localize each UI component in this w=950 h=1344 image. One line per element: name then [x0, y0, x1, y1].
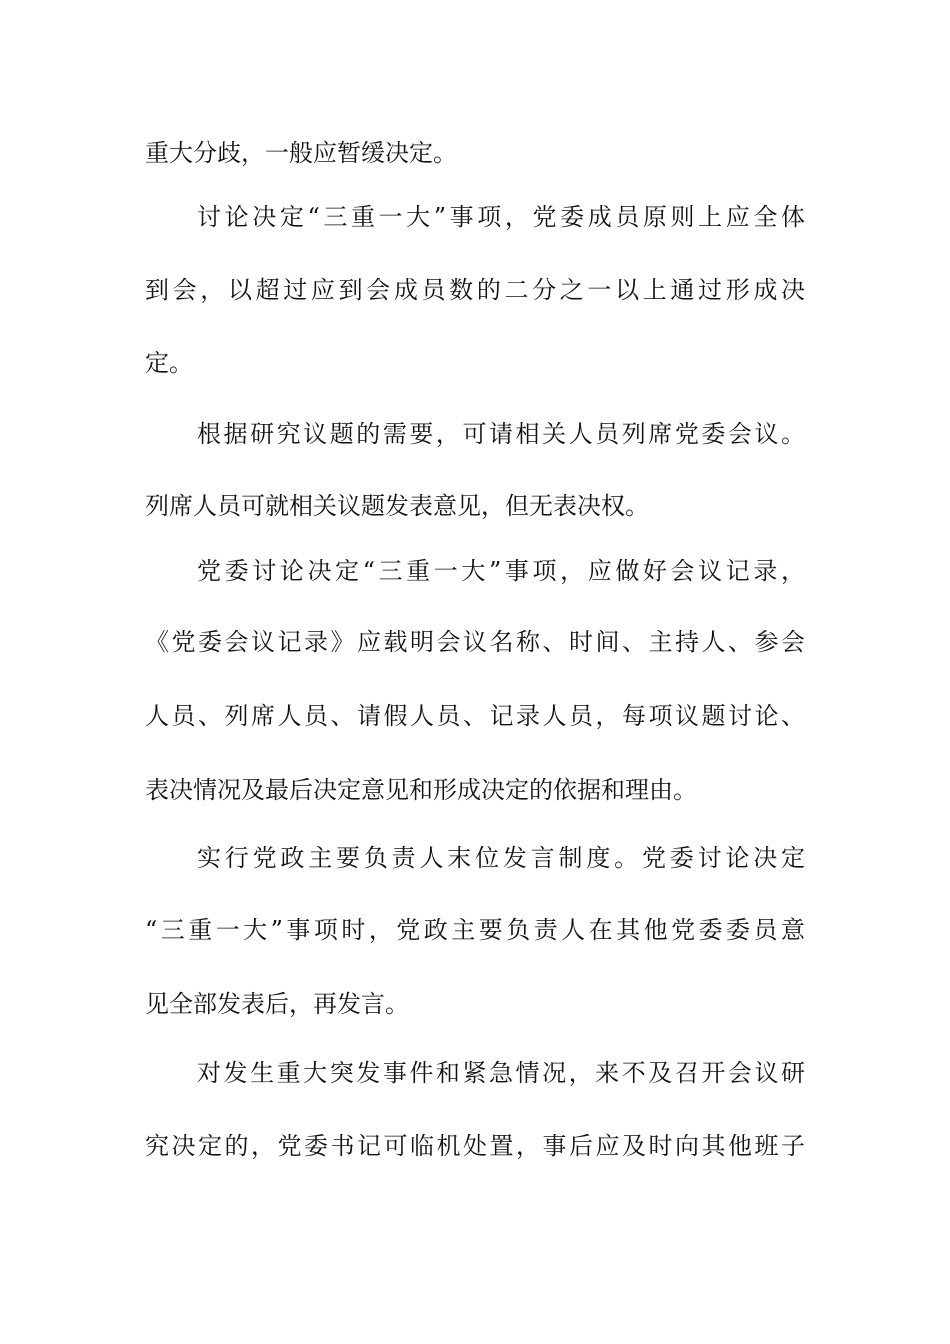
paragraph-first-line: 党委讨论决定“三重一大”事项，应做好会议记录， [197, 557, 805, 585]
paragraph-first-line: 实行党政主要负责人末位发言制度。党委讨论决定 [197, 844, 805, 872]
text-line: 到会，以超过应到会成员数的二分之一以上通过形成决 [145, 276, 805, 304]
text-line: 定。 [145, 349, 193, 377]
paragraph-first-line: 根据研究议题的需要，可请相关人员列席党委会议。 [197, 420, 805, 448]
text-line: “三重一大”事项时，党政主要负责人在其他党委委员意 [145, 916, 805, 944]
text-line: 重大分歧，一般应暂缓决定。 [145, 139, 457, 167]
text-line: 表决情况及最后决定意见和形成决定的依据和理由。 [145, 776, 697, 804]
text-line: 见全部发表后，再发言。 [145, 990, 409, 1018]
text-line: 列席人员可就相关议题发表意见，但无表决权。 [145, 492, 649, 520]
text-line: 人员、列席人员、请假人员、记录人员，每项议题讨论、 [145, 702, 805, 730]
paragraph-first-line: 讨论决定“三重一大”事项，党委成员原则上应全体 [197, 203, 805, 231]
text-line: 究决定的，党委书记可临机处置，事后应及时向其他班子 [145, 1132, 805, 1160]
paragraph-first-line: 对发生重大突发事件和紧急情况，来不及召开会议研 [197, 1059, 805, 1087]
text-line: 《党委会议记录》应载明会议名称、时间、主持人、参会 [145, 628, 805, 656]
